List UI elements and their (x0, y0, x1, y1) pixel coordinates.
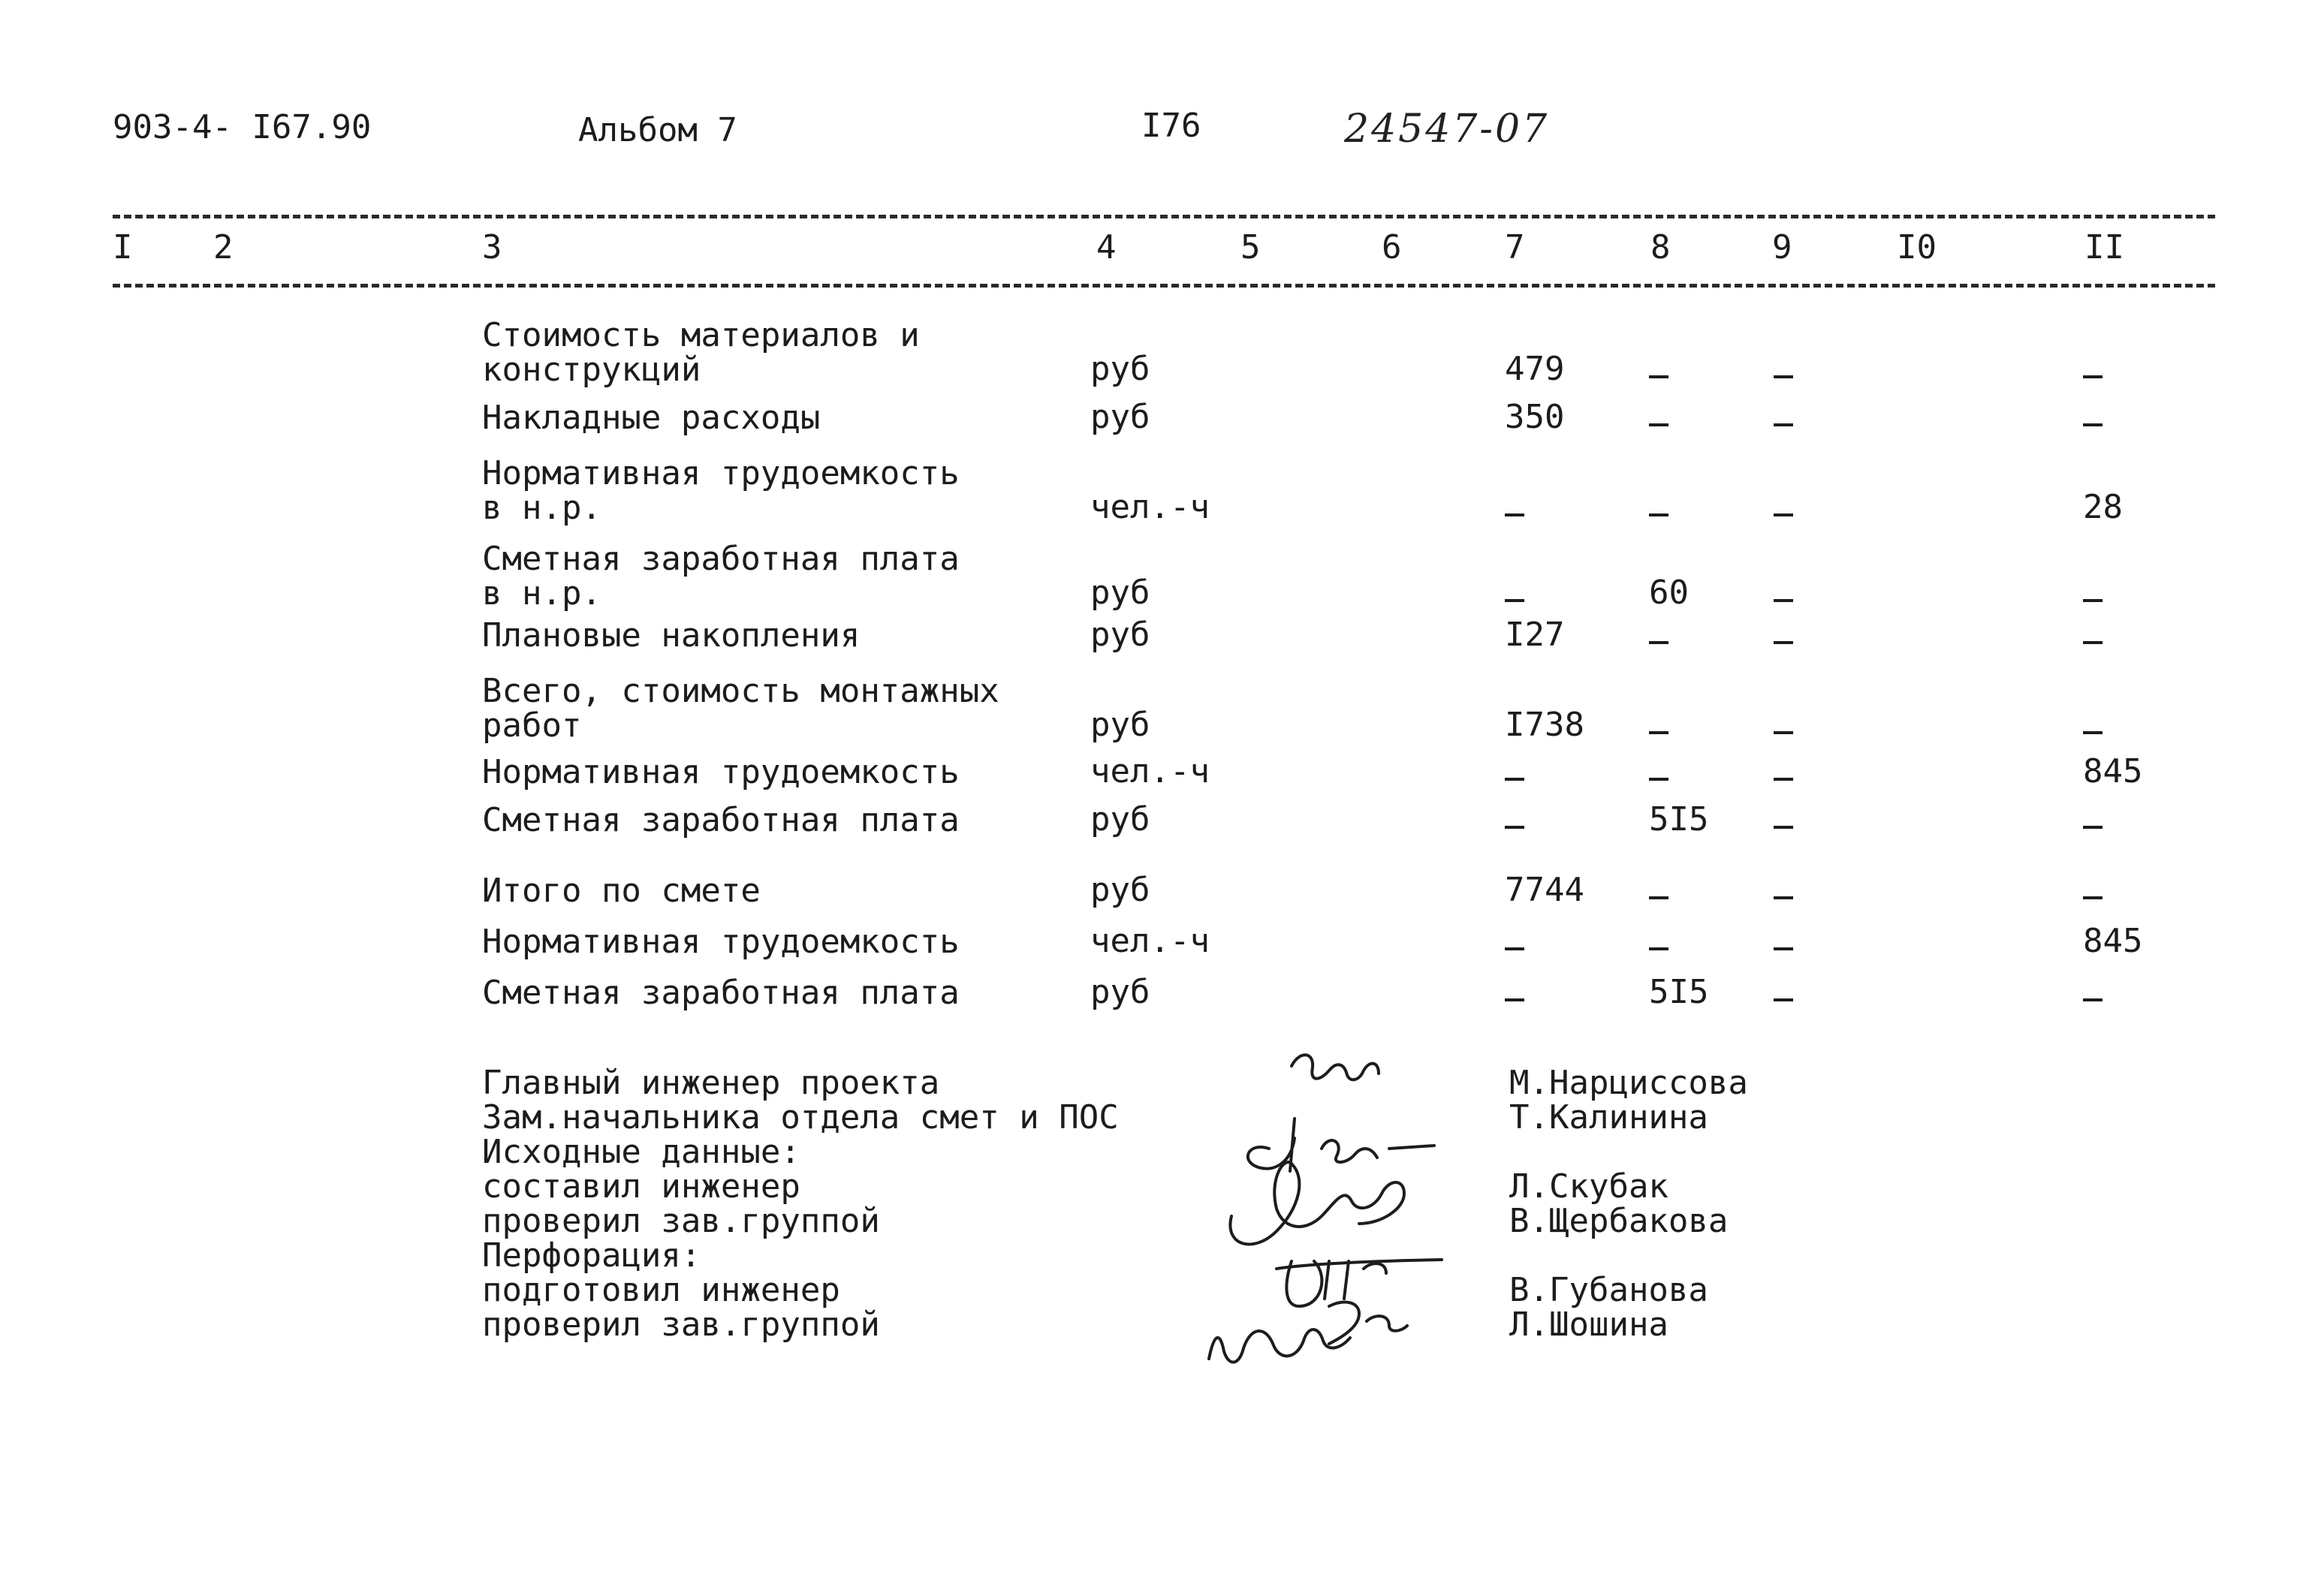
table-top-rule (113, 215, 2215, 218)
row-col11-value (2083, 359, 2103, 392)
row-col9-value (1774, 359, 1793, 392)
dash-mark (1649, 375, 1668, 378)
row-col8-value (1649, 761, 1668, 794)
row-col7-value (1505, 931, 1524, 964)
column-number: I (113, 228, 133, 267)
dash-mark (1505, 947, 1524, 950)
row-col7-value (1505, 982, 1524, 1015)
dash-mark (1774, 826, 1793, 829)
row-name-line: Итого по смете (482, 872, 761, 910)
dash-mark (1774, 998, 1793, 1001)
dash-mark (2083, 896, 2103, 899)
signatory-name: Л.Скубак (1509, 1167, 1668, 1206)
row-name-line: в н.р. (482, 489, 601, 527)
signature-role-label: составил инженер (482, 1167, 800, 1206)
row-col9-value (1774, 809, 1793, 842)
dash-mark (1774, 731, 1793, 734)
row-name (482, 542, 960, 611)
dash-mark (1649, 778, 1668, 781)
signature-role-label: Зам.начальника отдела смет и ПОС (482, 1098, 1119, 1137)
dash-mark (1774, 641, 1793, 644)
signatory-name: М.Нарциссова (1509, 1064, 1748, 1102)
row-col8-value (1649, 715, 1668, 748)
handwritten-signatures (1201, 1036, 1517, 1366)
dash-mark (1505, 826, 1524, 829)
signature-role-label: Исходные данные: (482, 1133, 800, 1171)
column-number: 7 (1505, 228, 1525, 267)
signatory-name (1509, 1239, 1748, 1273)
signature-labels (482, 1066, 1119, 1342)
dash-mark (1774, 513, 1793, 516)
row-name-line: работ (482, 706, 582, 745)
row-unit: чел.-ч (1090, 752, 1210, 790)
column-number: 3 (482, 228, 502, 267)
row-col11-value (2083, 880, 2103, 913)
row-unit: руб (1090, 398, 1150, 436)
signature-role-label: проверил зав.группой (482, 1305, 880, 1344)
row-name (482, 803, 960, 838)
dash-mark (1774, 778, 1793, 781)
row-name (482, 925, 960, 959)
row-name (482, 976, 960, 1010)
column-number: 4 (1096, 228, 1117, 267)
row-col8-value (1649, 359, 1668, 392)
signatory-name (1509, 1135, 1748, 1170)
table-header-rule (113, 284, 2215, 288)
row-col8-value: 60 (1649, 574, 1689, 612)
column-number: 6 (1382, 228, 1402, 267)
row-name-line: Нормативная трудоемкость (482, 753, 960, 791)
row-name (482, 456, 960, 525)
row-name-line: Всего, стоимость монтажных (482, 672, 999, 710)
dash-mark (2083, 826, 2103, 829)
row-name (482, 318, 920, 387)
row-col7-value: 7744 (1505, 871, 1584, 909)
row-col11-value (2083, 625, 2103, 658)
signature-role-label: проверил зав.группой (482, 1202, 880, 1240)
column-number: II (2084, 228, 2124, 267)
row-name-line: конструкций (482, 351, 701, 389)
row-col8-value (1649, 407, 1668, 440)
row-unit: чел.-ч (1090, 922, 1210, 960)
row-col8-value: 5I5 (1649, 800, 1709, 839)
signature-role-label: подготовил инженер (482, 1271, 840, 1309)
row-name-line: Сметная заработная плата (482, 974, 960, 1012)
signature-role-label: Перфорация: (482, 1236, 701, 1275)
signatory-name: В.Щербакова (1509, 1202, 1729, 1240)
row-col8-value: 5I5 (1649, 973, 1709, 1011)
row-col8-value (1649, 625, 1668, 658)
row-name (482, 755, 960, 790)
row-col11-value (2083, 407, 2103, 440)
row-unit: руб (1090, 973, 1150, 1011)
row-col11-value (2083, 583, 2103, 616)
row-col7-value: 350 (1505, 398, 1565, 436)
dash-mark (1505, 778, 1524, 781)
signatory-name: Л.Шошина (1509, 1305, 1668, 1344)
row-col11-value (2083, 715, 2103, 748)
row-name-line: Нормативная трудоемкость (482, 923, 960, 961)
row-name (482, 674, 999, 743)
album-label: Альбом 7 (578, 111, 737, 149)
row-col7-value: I738 (1505, 706, 1584, 744)
row-col11-value (2083, 809, 2103, 842)
dash-mark (1505, 513, 1524, 516)
signatory-name: Т.Калинина (1509, 1098, 1708, 1137)
row-name-line: Накладные расходы (482, 399, 821, 437)
dash-mark (1774, 423, 1793, 426)
dash-mark (1649, 947, 1668, 950)
row-col7-value (1505, 583, 1524, 616)
inventory-number: 24547-07 (1344, 107, 1550, 152)
page-number: I76 (1141, 107, 1201, 145)
row-col11-value (2083, 982, 2103, 1015)
document-code: 903-4- I67.90 (113, 108, 372, 146)
dash-mark (1774, 896, 1793, 899)
dash-mark (1649, 641, 1668, 644)
row-col9-value (1774, 982, 1793, 1015)
signature-names (1509, 1066, 1748, 1342)
row-name (482, 874, 761, 908)
dash-mark (2083, 731, 2103, 734)
row-unit: руб (1090, 800, 1150, 839)
dash-mark (2083, 641, 2103, 644)
row-col9-value (1774, 761, 1793, 794)
row-col7-value: 479 (1505, 350, 1565, 388)
row-col9-value (1774, 497, 1793, 530)
row-col7-value: I27 (1505, 616, 1565, 654)
dash-mark (1649, 423, 1668, 426)
row-col8-value (1649, 931, 1668, 964)
row-col8-value (1649, 497, 1668, 530)
dash-mark (2083, 375, 2103, 378)
row-unit: руб (1090, 350, 1150, 388)
row-col7-value (1505, 761, 1524, 794)
row-col8-value (1649, 880, 1668, 913)
column-number: 8 (1650, 228, 1671, 267)
row-name-line: Стоимость материалов и (482, 316, 920, 354)
dash-mark (1649, 731, 1668, 734)
row-unit: руб (1090, 871, 1150, 909)
row-name-line: в н.р. (482, 574, 601, 613)
row-col7-value (1505, 497, 1524, 530)
row-name-line: Сметная заработная плата (482, 801, 960, 839)
row-col11-value: 28 (2083, 488, 2123, 526)
dash-mark (2083, 998, 2103, 1001)
dash-mark (1649, 896, 1668, 899)
row-col11-value: 845 (2083, 922, 2143, 960)
row-col9-value (1774, 625, 1793, 658)
signatory-name: В.Губанова (1509, 1271, 1708, 1309)
row-unit: чел.-ч (1090, 488, 1210, 526)
signature-role-label: Главный инженер проекта (482, 1064, 940, 1102)
dash-mark (1505, 599, 1524, 602)
row-col9-value (1774, 583, 1793, 616)
row-col9-value (1774, 715, 1793, 748)
dash-mark (2083, 423, 2103, 426)
dash-mark (1774, 375, 1793, 378)
row-col9-value (1774, 931, 1793, 964)
row-unit: руб (1090, 616, 1150, 654)
row-unit: руб (1090, 574, 1150, 612)
dash-mark (1505, 998, 1524, 1001)
row-unit: руб (1090, 706, 1150, 744)
column-number: 2 (213, 228, 234, 267)
dash-mark (1774, 947, 1793, 950)
row-col11-value: 845 (2083, 752, 2143, 790)
row-name (482, 616, 861, 655)
row-col9-value (1774, 880, 1793, 913)
row-name (482, 401, 820, 435)
dash-mark (2083, 599, 2103, 602)
column-number: I0 (1897, 228, 1937, 267)
row-name-line: Нормативная трудоемкость (482, 454, 960, 492)
row-name-line: Сметная заработная плата (482, 540, 960, 578)
row-name-line: Плановые накопления (482, 616, 861, 655)
row-col9-value (1774, 407, 1793, 440)
dash-mark (1774, 599, 1793, 602)
dash-mark (1649, 513, 1668, 516)
row-col7-value (1505, 809, 1524, 842)
column-number: 5 (1240, 228, 1261, 267)
column-number: 9 (1772, 228, 1792, 267)
